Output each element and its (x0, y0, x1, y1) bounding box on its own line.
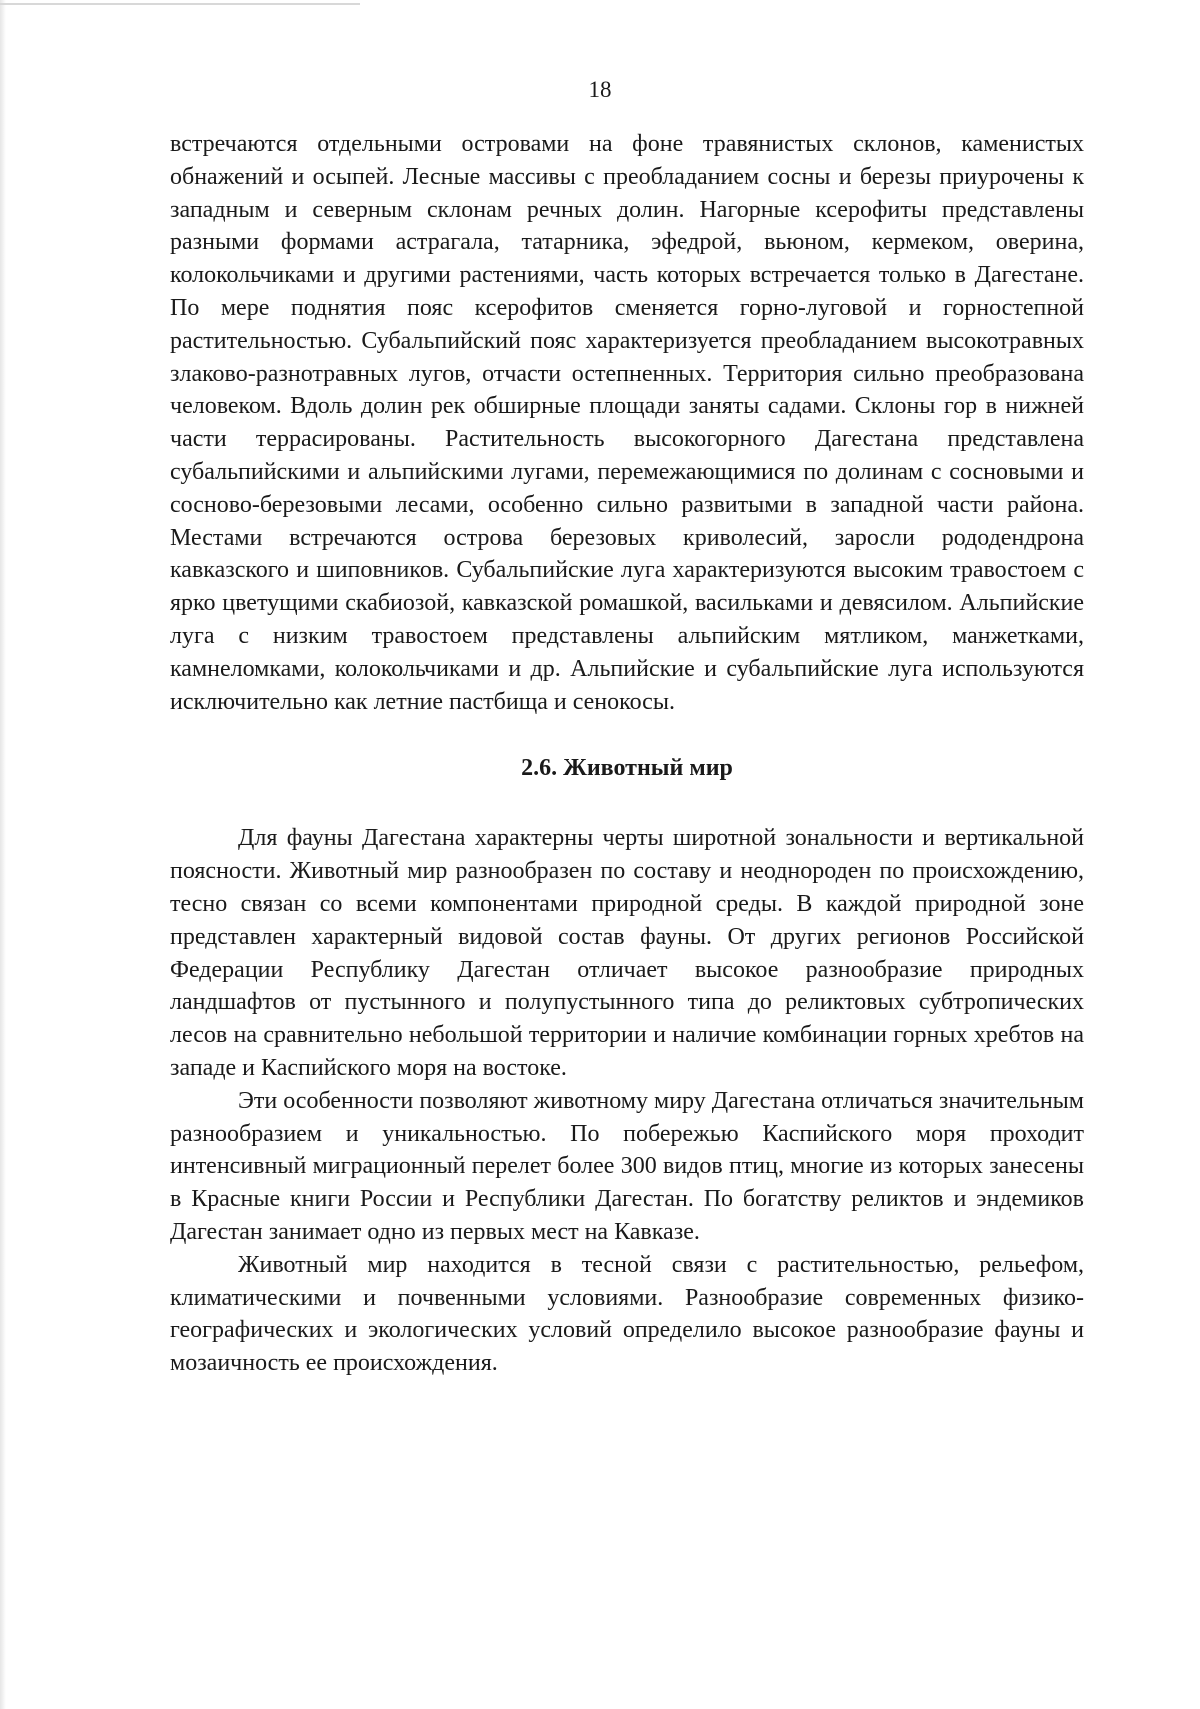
document-body (170, 128, 1084, 1380)
paragraph-vegetation: встречаются отдельными островами на фоне травянистых склонов, каменистых обнажений и осыпей. Лесные массивы с преобладанием сосны и березы приурочены к западным и северным склонам речных долин. Нагорные ксерофиты представлены разными формами астрагала, татарника, эфедрой, вьюном, кермеком, оверина, колокольчиками и другими растениями, часть которых встречается только в Дагестане. По мере поднятия пояс ксерофитов сменяется горно-луговой и горностепной растительностью. Субальпийский пояс характеризуется преобладанием высокотравных злаково-разнотравных лугов, отчасти остепненных. Территория сильно преобразована человеком. Вдоль долин рек обширные площади заняты садами. Склоны гор в нижней части террасированы. Растительность высокогорного Дагестана представлена субальпийскими и альпийскими лугами, перемежающимися по долинам с сосновыми и сосново-березовыми лесами, особенно сильно развитыми в западной части района. Местами встречаются острова березовых криволесий, заросли рододендрона кавказского и шиповников. Субальпийские луга характеризуются высоким травостоем с ярко цветущими скабиозой, кавказской ромашкой, васильками и девясилом. Альпийские луга с низким травостоем представлены альпийским мятликом, манжетками, камнеломками, колокольчиками и др. Альпийские и субальпийские луга используются исключительно как летние пастбища и сенокосы. (170, 131, 1084, 715)
section-heading: 2.6. Животный мир (521, 755, 733, 782)
page-number: 18 (588, 77, 612, 102)
paragraph-fauna-conditions: Животный мир находится в тесной связи с растительностью, рельефом, климатическими и почвенными условиями. Разнообразие современных физико-географических и экологических условий определило высокое разнообразие фауны и мозаичность ее происхождения. (170, 1251, 1084, 1377)
paragraph-fauna-diversity: Эти особенности позволяют животному миру Дагестана отличаться значительным разнообразием и уникальностью. По побережью Каспийского моря проходит интенсивный миграционный перелет более 300 видов птиц, многие из которых занесены в Красные книги России и Республики Дагестан. По богатству реликтов и эндемиков Дагестан занимает одно из первых мест на Кавказе. (170, 1087, 1084, 1245)
paragraph-fauna-intro: Для фауны Дагестана характерны черты широтной зональности и вертикальной поясности. Животный мир разнообразен по составу и неоднороден по происхождению, тесно связан со всеми компонентами природной среды. В каждой природной зоне представлен характерный видовой состав фауны. От других регионов Российской Федерации Республику Дагестан отличает высокое разнообразие природных ландшафтов от пустынного и полупустынного типа до реликтовых субтропических лесов на сравнительно небольшой территории и наличие комбинации горных хребтов на западе и Каспийского моря на востоке. (170, 825, 1084, 1081)
scan-edge-shadow (0, 0, 6, 1709)
scan-top-rule (0, 3, 360, 5)
